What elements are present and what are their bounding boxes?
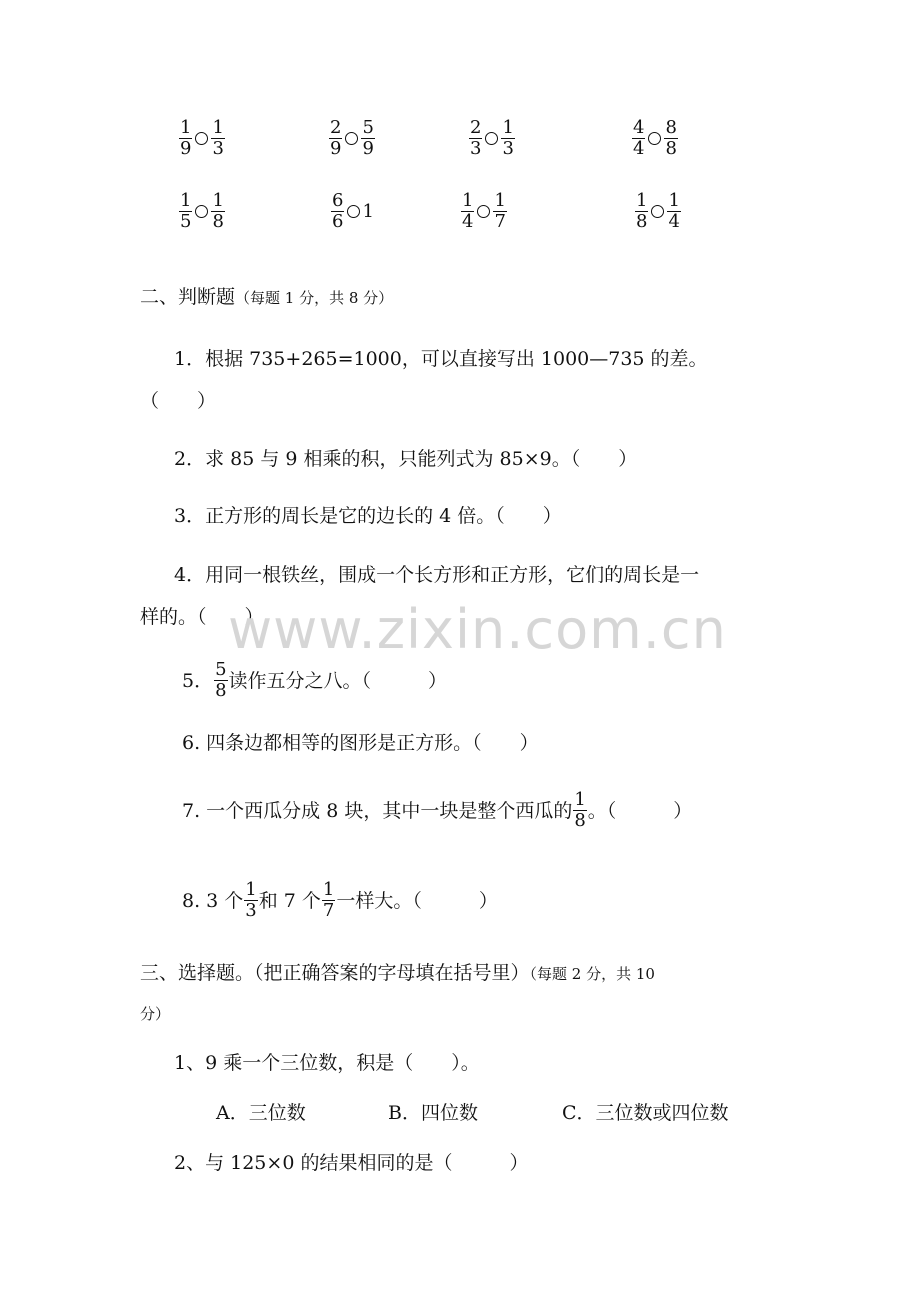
judge-q4-line2: 样的。（ ）	[140, 606, 264, 628]
compare-circle-blank[interactable]	[195, 132, 208, 145]
section3-title: 三、选择题。（把正确答案的字母填在括号里）	[140, 962, 530, 984]
judge-q8-text: 和 7 个	[258, 889, 321, 912]
fraction: $\frac{1}{9}$	[180, 117, 192, 159]
comparison-item	[178, 191, 226, 232]
fraction: $\frac{1}{7}$	[494, 190, 506, 232]
judge-q1-answer-blank[interactable]: （ ）	[140, 390, 217, 412]
choice-q2: 2、与 125×0 的结果相同的是（ ）	[174, 1152, 529, 1174]
fraction: $\frac{5}{9}$	[362, 117, 374, 159]
section3-note: （每题 2 分，共 10	[529, 965, 655, 983]
choice-q1-option-c[interactable]: C．三位数或四位数	[562, 1102, 729, 1124]
judge-q5-text: 读作五分之八。（ ）	[228, 669, 448, 692]
judge-q7	[182, 790, 692, 831]
judge-q7-text: 7. 一个西瓜分成 8 块，其中一块是整个西瓜的	[182, 799, 573, 822]
judge-q7-blank: 。（ ）	[587, 799, 693, 822]
fraction: $\frac{8}{8}$	[665, 117, 677, 159]
judge-q5	[182, 660, 447, 701]
fraction: $\frac{1}{3}$	[245, 879, 257, 921]
watermark: www.zixin.com.cn	[228, 598, 727, 661]
judge-q4-line1: 4．用同一根铁丝，围成一个长方形和正方形，它们的周长是一	[174, 564, 700, 586]
comparison-item	[634, 191, 682, 232]
judge-q8-blank: 一样大。（ ）	[336, 889, 498, 912]
section3-note-line2: 分）	[140, 1005, 171, 1023]
comparison-item	[330, 191, 374, 232]
section2-title: 二、判断题	[140, 286, 236, 308]
comparison-item	[178, 118, 226, 159]
section2-heading	[140, 284, 393, 311]
choice-q1: 1、9 乘一个三位数，积是（ ）。	[174, 1052, 480, 1074]
fraction: $\frac{1}{3}$	[502, 117, 514, 159]
fraction: $\frac{1}{8}$	[212, 190, 224, 232]
comparison-item	[328, 118, 376, 159]
fraction: $\frac{1}{8}$	[636, 190, 648, 232]
fraction: $\frac{4}{4}$	[633, 117, 645, 159]
comparison-item	[631, 118, 679, 159]
comparison-item	[468, 118, 516, 159]
compare-circle-blank[interactable]	[651, 205, 664, 218]
section3-heading	[140, 960, 655, 987]
compare-circle-blank[interactable]	[347, 205, 360, 218]
section3-note-cont	[140, 1000, 170, 1027]
compare-circle-blank[interactable]	[485, 132, 498, 145]
choice-q1-option-a[interactable]: A．三位数	[216, 1102, 306, 1124]
comparison-item	[460, 191, 508, 232]
judge-q3: 3．正方形的周长是它的边长的 4 倍。（ ）	[174, 505, 562, 527]
judge-q6: 6. 四条边都相等的图形是正方形。（ ）	[182, 732, 539, 754]
section2-note: （每题 1 分，共 8 分）	[235, 289, 394, 307]
choice-q1-option-b[interactable]: B．四位数	[388, 1102, 478, 1124]
fraction: $\frac{1}{3}$	[212, 117, 224, 159]
fraction: $\frac{5}{8}$	[215, 659, 227, 701]
fraction: $\frac{1}{4}$	[462, 190, 474, 232]
judge-q1: 1．根据 735+265=1000，可以直接写出 1000—735 的差。	[174, 348, 708, 370]
whole-number: 1	[362, 201, 374, 222]
fraction: $\frac{2}{9}$	[330, 117, 342, 159]
fraction: $\frac{2}{3}$	[470, 117, 482, 159]
fraction: $\frac{1}{4}$	[668, 190, 680, 232]
fraction: $\frac{1}{8}$	[574, 789, 586, 831]
judge-q8	[182, 880, 498, 921]
compare-circle-blank[interactable]	[345, 132, 358, 145]
compare-circle-blank[interactable]	[648, 132, 661, 145]
fraction: $\frac{1}{7}$	[322, 879, 335, 921]
judge-q5-number: 5．	[182, 669, 214, 692]
compare-circle-blank[interactable]	[477, 205, 490, 218]
fraction: $\frac{1}{5}$	[180, 190, 192, 232]
fraction: $\frac{6}{6}$	[332, 190, 344, 232]
compare-circle-blank[interactable]	[195, 205, 208, 218]
judge-q2: 2．求 85 与 9 相乘的积，只能列式为 85×9。（ ）	[174, 448, 638, 470]
judge-q8-text: 8. 3 个	[182, 889, 244, 912]
